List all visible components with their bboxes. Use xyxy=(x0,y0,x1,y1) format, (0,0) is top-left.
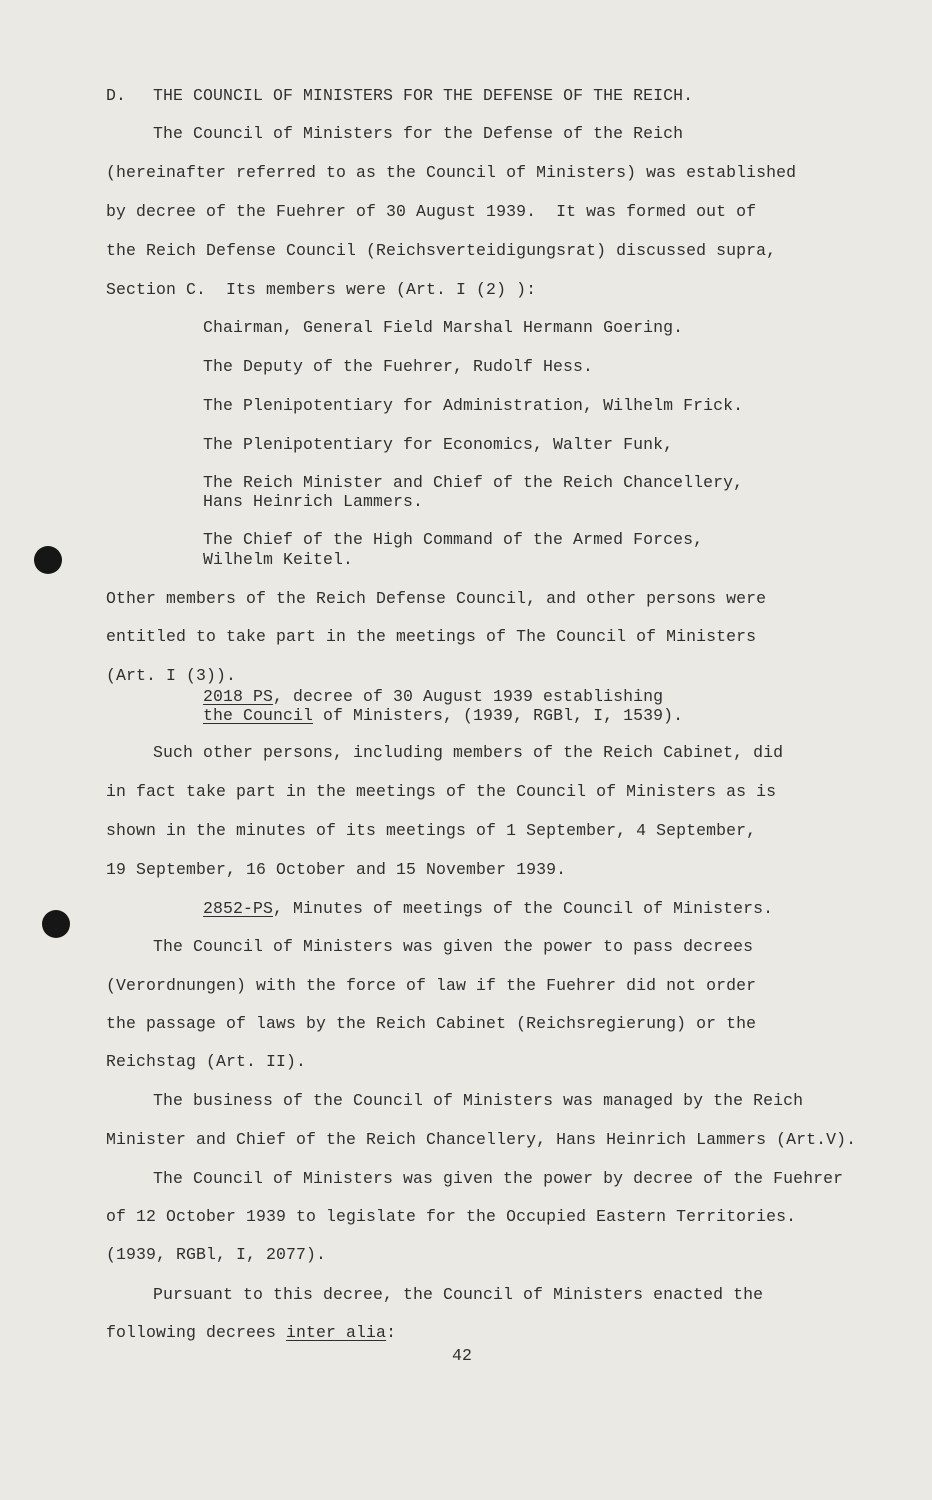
text-line: Section C. Its members were (Art. I (2) ): xyxy=(106,280,537,299)
text-line: (1939, RGBl, I, 2077). xyxy=(106,1245,327,1264)
inter-alia-underlined: inter alia xyxy=(286,1323,387,1342)
citation-ref: 2852-PS xyxy=(203,899,274,918)
punch-hole-bottom xyxy=(42,910,70,938)
text-line: of 12 October 1939 to legislate for the Occupied Eastern Territories. xyxy=(106,1207,797,1226)
member-item: The Chief of the High Command of the Armed Forces, xyxy=(203,530,704,549)
text-line: Other members of the Reich Defense Council, and other persons were xyxy=(106,589,767,608)
text-line: (Art. I (3)). xyxy=(106,666,237,685)
citation-underlined: the Council xyxy=(203,706,314,725)
text-line: The Council of Ministers was given the power by decree of the Fuehrer xyxy=(153,1169,844,1188)
text-line: (Verordnungen) with the force of law if the Fuehrer did not order xyxy=(106,976,757,995)
member-item: The Plenipotentiary for Administration, Wilhelm Frick. xyxy=(203,396,744,415)
text-line: the passage of laws by the Reich Cabinet (Reichsregierung) or the xyxy=(106,1014,757,1033)
citation-2018-ps xyxy=(203,687,663,707)
citation-2018-ps-line2 xyxy=(203,706,683,726)
text-line: in fact take part in the meetings of the Council of Ministers as is xyxy=(106,782,777,801)
section-title: THE COUNCIL OF MINISTERS FOR THE DEFENSE OF THE REICH. xyxy=(153,86,694,105)
text-line: Pursuant to this decree, the Council of Ministers enacted the xyxy=(153,1285,764,1304)
text-line: Such other persons, including members of the Reich Cabinet, did xyxy=(153,743,784,762)
member-item: Wilhelm Keitel. xyxy=(203,550,354,569)
text-line: The Council of Ministers for the Defense of the Reich xyxy=(153,124,684,143)
text-line: 19 September, 16 October and 15 November 1939. xyxy=(106,860,567,879)
citation-2852-ps xyxy=(203,899,773,919)
member-item: Hans Heinrich Lammers. xyxy=(203,492,424,511)
text-line: Minister and Chief of the Reich Chancellery, Hans Heinrich Lammers (Art.V). xyxy=(106,1130,857,1149)
text-line: by decree of the Fuehrer of 30 August 1939. It was formed out of xyxy=(106,202,757,221)
text-fragment: following decrees xyxy=(106,1323,287,1342)
member-item: The Deputy of the Fuehrer, Rudolf Hess. xyxy=(203,357,594,376)
text-line: The Council of Ministers was given the power to pass decrees xyxy=(153,937,754,956)
member-item: The Plenipotentiary for Economics, Walter Funk, xyxy=(203,435,674,454)
text-line: entitled to take part in the meetings of The Council of Ministers xyxy=(106,627,757,646)
citation-text: , decree of 30 August 1939 establishing xyxy=(273,687,664,706)
text-line: shown in the minutes of its meetings of 1 September, 4 September, xyxy=(106,821,757,840)
text-line: Reichstag (Art. II). xyxy=(106,1052,307,1071)
member-item: The Reich Minister and Chief of the Reich Chancellery, xyxy=(203,473,744,492)
section-label: D. xyxy=(106,86,127,105)
citation-ref: 2018 PS xyxy=(203,687,274,706)
citation-text: , Minutes of meetings of the Council of Ministers. xyxy=(273,899,774,918)
text-line: (hereinafter referred to as the Council of Ministers) was established xyxy=(106,163,797,182)
text-line: the Reich Defense Council (Reichsverteidigungsrat) discussed supra, xyxy=(106,241,777,260)
citation-text: of Ministers, (1939, RGBl, I, 1539). xyxy=(313,706,684,725)
punch-hole-top xyxy=(34,546,62,574)
member-item: Chairman, General Field Marshal Hermann Goering. xyxy=(203,318,684,337)
text-fragment: : xyxy=(386,1323,397,1342)
page-number: 42 xyxy=(452,1346,473,1365)
text-line: The business of the Council of Ministers was managed by the Reich xyxy=(153,1091,804,1110)
text-line xyxy=(106,1323,396,1343)
